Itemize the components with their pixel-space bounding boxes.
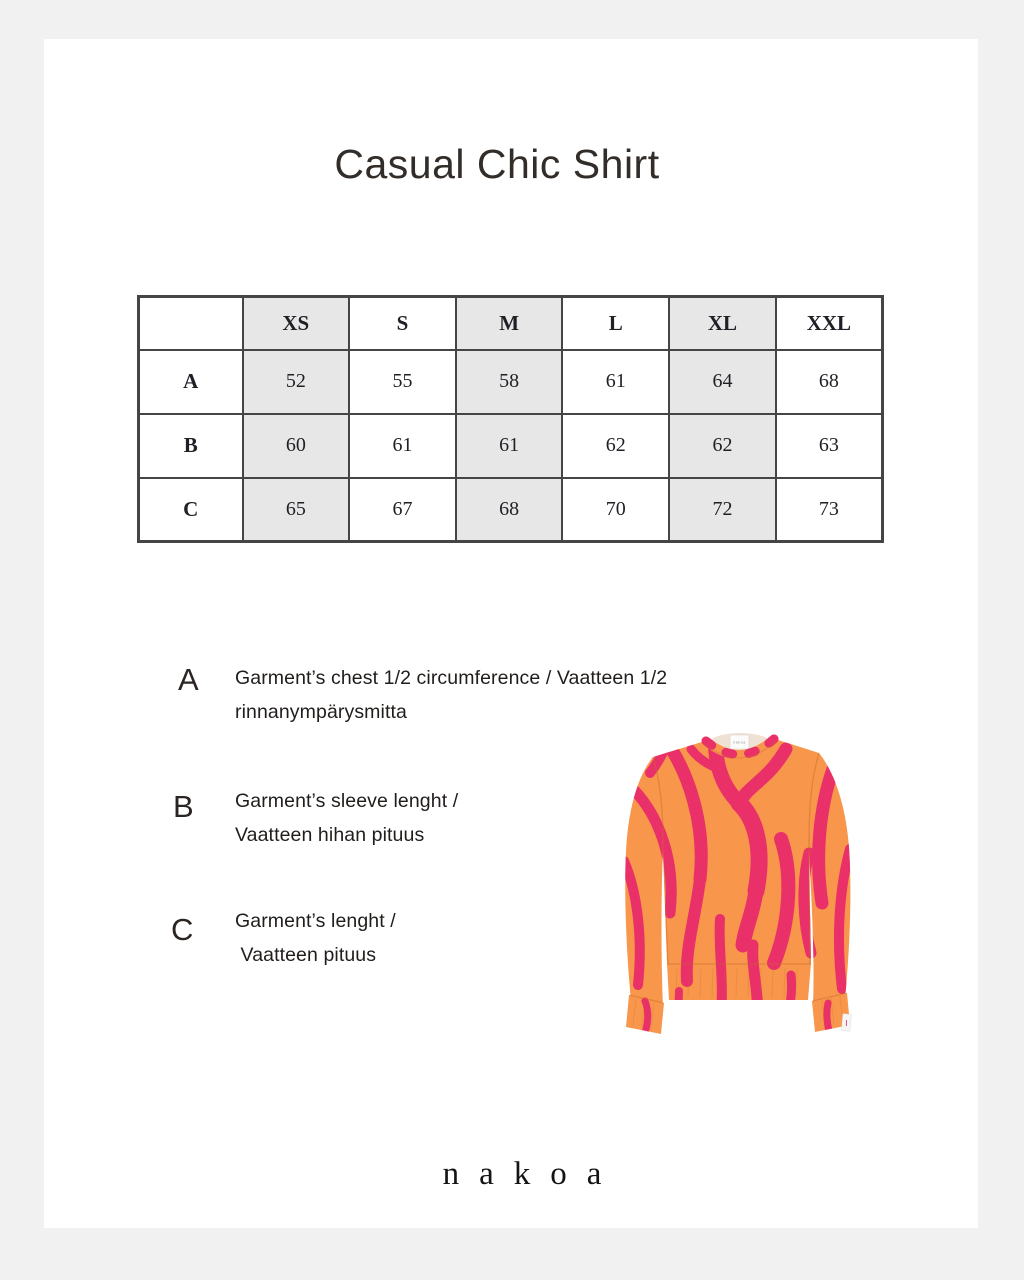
header-cell-xl: XL	[669, 297, 776, 350]
legend-letter-c: C	[171, 912, 194, 947]
product-photo	[623, 733, 853, 1038]
value-cell: 52	[243, 350, 350, 414]
row-label-c: C	[139, 478, 243, 542]
header-cell-m: M	[456, 297, 563, 350]
legend-b-line2: Vaatteen hihan pituus	[235, 823, 425, 846]
sweatshirt-body	[623, 733, 853, 1038]
table-row-a	[139, 350, 883, 414]
value-cell: 68	[776, 350, 883, 414]
value-cell: 60	[243, 414, 350, 478]
header-cell-s: S	[349, 297, 456, 350]
row-label-b: B	[139, 414, 243, 478]
row-label-a: A	[139, 350, 243, 414]
value-cell: 70	[562, 478, 669, 542]
legend-c-line2: Vaatteen pituus	[235, 943, 377, 966]
table-row-c	[139, 478, 883, 542]
value-cell: 68	[456, 478, 563, 542]
cuff-hang-tag	[841, 1014, 851, 1032]
value-cell: 55	[349, 350, 456, 414]
value-cell: 58	[456, 350, 563, 414]
value-cell: 73	[776, 478, 883, 542]
header-cell-blank	[139, 297, 243, 350]
page-title: Casual Chic Shirt	[334, 141, 660, 187]
legend-text-a	[235, 662, 735, 729]
value-cell: 65	[243, 478, 350, 542]
legend-letter-b: B	[173, 789, 194, 824]
value-cell: 63	[776, 414, 883, 478]
header-cell-xxl: XXL	[776, 297, 883, 350]
size-guide-card	[44, 39, 978, 1228]
size-table-header-row	[139, 297, 883, 350]
header-cell-xs: XS	[243, 297, 350, 350]
value-cell: 61	[562, 350, 669, 414]
value-cell: 72	[669, 478, 776, 542]
header-cell-l: L	[562, 297, 669, 350]
size-table	[137, 295, 884, 543]
sweatshirt-illustration	[623, 733, 853, 1038]
legend-c-line1: Garment’s lenght /	[235, 910, 396, 932]
value-cell: 61	[456, 414, 563, 478]
table-row-b	[139, 414, 883, 478]
legend-b-line1: Garment’s sleeve lenght /	[235, 790, 459, 812]
value-cell: 62	[669, 414, 776, 478]
legend-a-line2: rinnanympärysmitta	[235, 700, 407, 723]
value-cell: 61	[349, 414, 456, 478]
value-cell: 67	[349, 478, 456, 542]
brand-logo: nakoa	[442, 1156, 622, 1192]
legend-letter-a: A	[178, 662, 199, 697]
neck-label-text: nakoa	[733, 740, 746, 745]
legend-a-line1: Garment’s chest 1/2 circumference / Vaatteen 1/2	[235, 667, 668, 689]
value-cell: 62	[562, 414, 669, 478]
value-cell: 64	[669, 350, 776, 414]
